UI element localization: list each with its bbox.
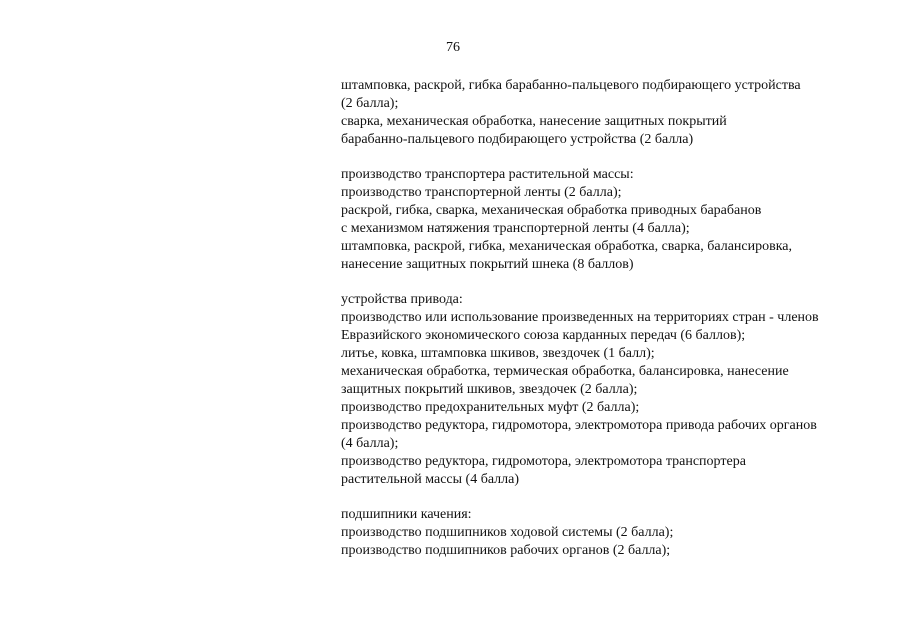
section-heading: производство транспортера растительной массы: — [341, 167, 634, 182]
text-line: производство редуктора, гидромотора, электромотора транспортера — [341, 454, 746, 469]
paragraph-block — [341, 166, 891, 274]
paragraph-spacer — [341, 274, 891, 291]
text-line: литье, ковка, штамповка шкивов, звездочек (1 балл); — [341, 346, 655, 361]
text-line: производство подшипников ходовой системы (2 балла); — [341, 525, 674, 540]
paragraph-block — [341, 77, 891, 149]
text-line: защитных покрытий шкивов, звездочек (2 балла); — [341, 382, 638, 397]
text-line: растительной массы (4 балла) — [341, 472, 520, 487]
text-line: Евразийского экономического союза карданных передач (6 баллов); — [341, 328, 746, 343]
text-line: барабанно-пальцевого подбирающего устройства (2 балла) — [341, 132, 694, 147]
text-line: производство предохранительных муфт (2 балла); — [341, 400, 640, 415]
text-line: механическая обработка, термическая обработка, балансировка, нанесение — [341, 364, 789, 379]
text-line: производство подшипников рабочих органов (2 балла); — [341, 543, 671, 558]
section-heading: устройства привода: — [341, 292, 463, 307]
text-line: раскрой, гибка, сварка, механическая обработка приводных барабанов — [341, 203, 762, 218]
text-line: штамповка, раскрой, гибка барабанно-пальцевого подбирающего устройства — [341, 78, 801, 93]
text-line: (4 балла); — [341, 436, 399, 451]
paragraph-spacer — [341, 489, 891, 506]
text-line: производство или использование произведенных на территориях стран - членов — [341, 310, 819, 325]
text-line: производство транспортерной ленты (2 балла); — [341, 185, 622, 200]
text-line: сварка, механическая обработка, нанесение защитных покрытий — [341, 114, 727, 129]
section-heading: подшипники качения: — [341, 507, 472, 522]
text-line: штамповка, раскрой, гибка, механическая обработка, сварка, балансировка, — [341, 239, 793, 254]
paragraph-spacer — [341, 149, 891, 166]
text-line: нанесение защитных покрытий шнека (8 баллов) — [341, 257, 634, 272]
text-line: с механизмом натяжения транспортерной ленты (4 балла); — [341, 221, 690, 236]
page-number: 76 — [446, 40, 460, 55]
paragraph-block — [341, 506, 891, 560]
text-line: (2 балла); — [341, 96, 399, 111]
paragraph-block — [341, 291, 891, 489]
document-body — [341, 77, 891, 560]
text-line: производство редуктора, гидромотора, электромотора привода рабочих органов — [341, 418, 817, 433]
